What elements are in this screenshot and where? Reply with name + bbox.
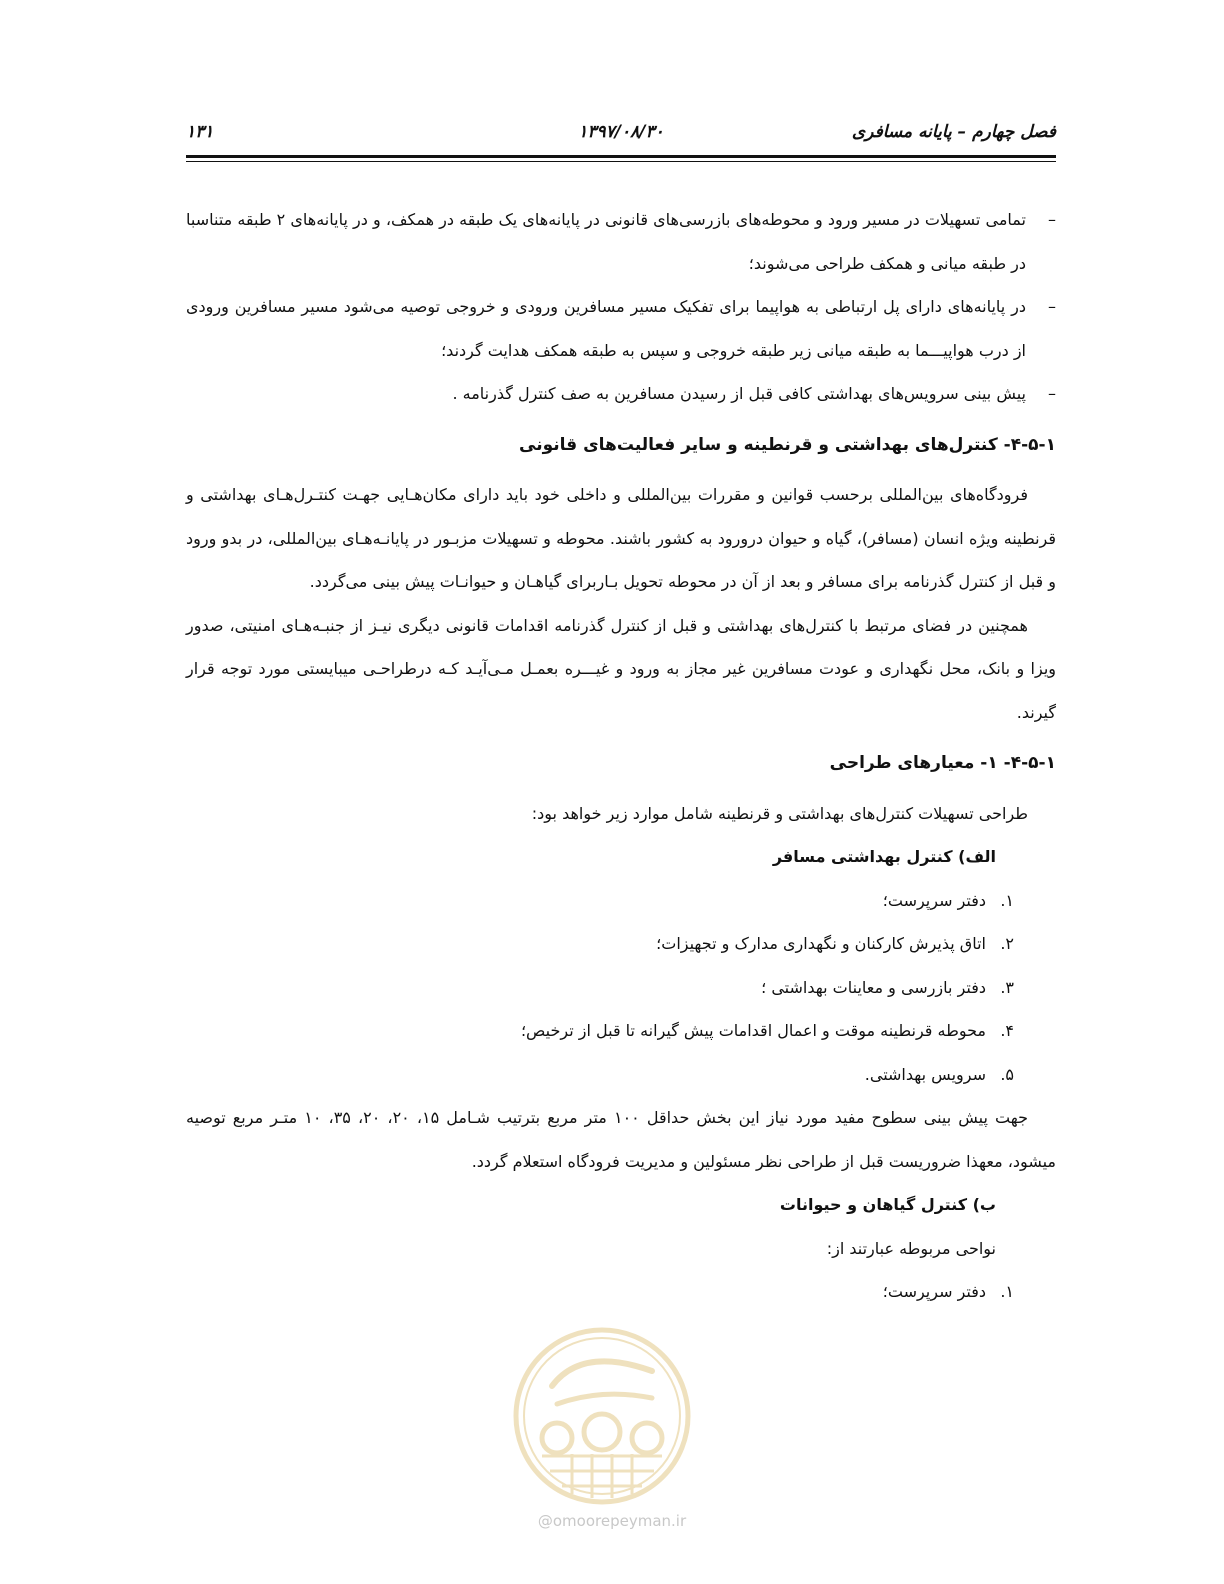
part-b-intro: نواحی مربوطه عبارتند از: — [826, 1238, 996, 1258]
list-item — [186, 922, 1014, 966]
item-text: دفتر سرپرست؛ — [882, 1282, 986, 1301]
list-item — [186, 1009, 1014, 1053]
part-b-list — [186, 1270, 1056, 1314]
list-item: – پیش بینی سرویس‌های بهداشتی کافی قبل از رسیدن مسافرین به صف کنترل گذرنامه . — [186, 372, 1026, 416]
item-number: ۲. — [1000, 934, 1014, 953]
item-number: ۳. — [1000, 977, 1014, 997]
design-intro: طراحی تسهیلات کنترل‌های بهداشتی و قرنطینه شامل موارد زیر خواهد بود: — [531, 803, 1028, 823]
list-item — [186, 966, 1014, 1010]
part-a-title: الف) کنترل بهداشتی مسافر — [772, 847, 996, 866]
section-heading: ۴-۵-۱- کنترل‌های بهداشتی و قرنطینه و سایر فعالیت‌های قانونی — [519, 434, 1056, 455]
list-item — [186, 879, 1014, 923]
item-text: سرویس بهداشتی. — [864, 1064, 986, 1084]
list-item: – تمامی تسهیلات در مسیر ورود و محوطه‌های بازرسی‌های قانونی در پایانه‌های یک طبقه در همکف، و در پایانه‌های ۲ طبقه متناسبا در طبقه میانی و همکف طراحی می‌شوند؛ — [186, 198, 1026, 285]
subsection-heading: ۴-۵-۱- ۱- معیارهای طراحی — [829, 753, 1056, 773]
item-number: ۱. — [1000, 1282, 1014, 1301]
paragraph: همچنین در فضای مرتبط با کنترل‌های بهداشتی و قبل از کنترل گذرنامه اقدامات قانونی دیگری نیـز از جنبـه‌هـای امنیتی، صدور ویزا و بانک، محل نگهداری و عودت مسافرین غیر مجاز به ورود و غیـــره بعمـل مـی‌آیـد کـه درطراحـی میبایستی مورد توجه قرار گیرند. — [186, 615, 1056, 722]
watermark-logo-icon — [512, 1326, 692, 1506]
list-item — [186, 1053, 1014, 1097]
item-text: اتاق پذیرش کارکنان و نگهداری مدارک و تجهیزات؛ — [656, 934, 986, 953]
item-text: دفتر سرپرست؛ — [882, 890, 986, 910]
item-number: ۵. — [1000, 1064, 1014, 1084]
header-date: ۱۳۹۷/۰۸/۳۰ — [578, 122, 664, 142]
header-rule-thin — [186, 161, 1056, 162]
page-number: ۱۳۱ — [186, 122, 214, 142]
chapter-title: فصل چهارم – پایانه مسافری — [851, 122, 1056, 142]
part-a-list — [186, 879, 1056, 1097]
item-text: محوطه قرنطینه موقت و اعمال اقدامات پیش گیرانه تا قبل از ترخیص؛ — [520, 1021, 986, 1040]
part-b-title: ب) کنترل گیاهان و حیوانات — [779, 1195, 996, 1214]
header-rule-thick — [186, 155, 1056, 158]
item-number: ۱. — [1000, 890, 1014, 910]
item-number: ۴. — [1000, 1021, 1014, 1040]
item-text: دفتر بازرسی و معاینات بهداشتی ؛ — [761, 977, 986, 997]
document-body — [186, 198, 1056, 1314]
list-item: – در پایانه‌های دارای پل ارتباطی به هواپیما برای تفکیک مسیر مسافرین ورودی و خروجی توصیه می‌شود مسیر مسافرین ورودی از درب هواپیـــما به طبقه میانی زیر طبقه خروجی و سپس به طبقه همکف هدایت گردند؛ — [186, 285, 1026, 372]
paragraph: فرودگاه‌های بین‌المللی برحسب قوانین و مقررات بین‌المللی و داخلی خود باید دارای مکان‌هـایی جهـت کنتـرل‌هـای بهداشتی و قرنطینه ویژه انسان (مسافر)، گیاه و حیوان درورود به کشور باشند. محوطه و تسهیلات مزبـور در پایانـه‌هـای بین‌المللی، در بدو ورود و قبل از کنترل گذرنامه برای مسافر و بعد از آن در محوطه تحویل بـاربرای گیاهـان و حیوانـات پیش بینی می‌گردد. — [186, 485, 1056, 591]
watermark-url: @omoorepeyman.ir — [537, 1512, 687, 1530]
list-item — [186, 1270, 1014, 1314]
bullet-list — [186, 198, 1056, 416]
page-header — [186, 122, 1056, 148]
part-a-note: جهت پیش بینی سطوح مفید مورد نیاز این بخش حداقل ۱۰۰ متر مربع بترتیب شـامل ۱۵، ۲۰، ۲۰، ۳۵، ۱۰ متـر مربع توصیه میشود، معهذا ضروریست قبل از طراحی نظر مسئولین و مدیریت فرودگاه استعلام گردد. — [186, 1108, 1056, 1171]
